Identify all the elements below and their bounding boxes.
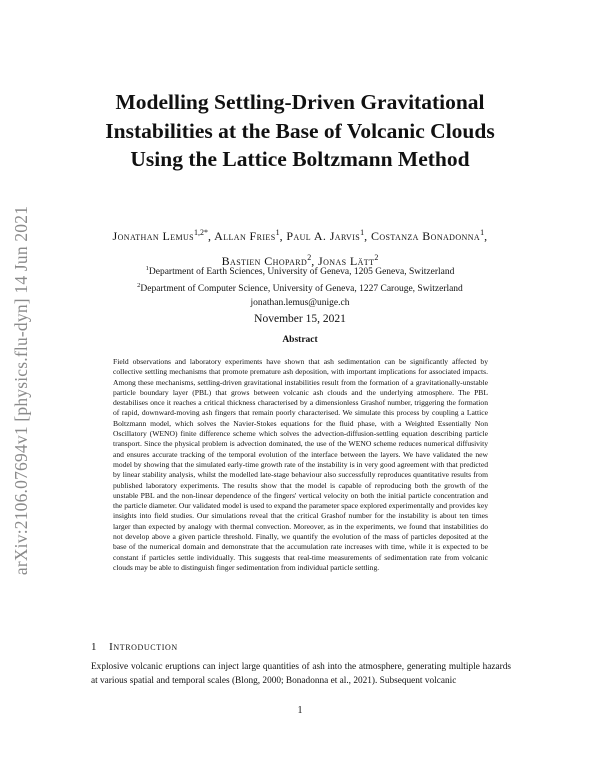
author-name: Jonas Lätt [318, 254, 375, 268]
author-superscript: 2 [307, 253, 312, 262]
introduction-text: Explosive volcanic eruptions can inject large quantities of ash into the atmosphere, generating multiple hazards at various spatial and temporal scales (Blong, 2000; Bonadonna et al., 2021). Subsequent volcanic [91, 662, 511, 686]
abstract-heading: Abstract [282, 335, 318, 345]
publication-date: November 15, 2021 [254, 313, 346, 325]
affiliation-text: Department of Earth Sciences, University of Geneva, 1205 Geneva, Switzerland [148, 267, 455, 278]
paper-title: Modelling Settling-Driven Gravitational Instabilities at the Base of Volcanic Clouds Using the Lattice Boltzmann Method [105, 90, 495, 171]
author-line-1 [70, 222, 530, 247]
author-separator: , [208, 229, 215, 243]
affiliation-superscript: 2 [137, 282, 141, 290]
author-superscript: 1,2* [194, 228, 209, 237]
affiliation-superscript: 1 [145, 265, 149, 272]
author-name: Costanza Bonadonna [370, 229, 481, 243]
author-separator: , [364, 229, 371, 243]
corresponding-email[interactable]: jonathan.lemus@unige.ch [250, 298, 350, 309]
arxiv-identifier-text: arXiv:2106.07694v1 [physics.flu-dyn] 14 Jun 2021 [11, 205, 32, 575]
affiliation-1 [70, 262, 530, 279]
section-heading [91, 641, 178, 653]
affiliations [70, 262, 530, 310]
author-separator: , [279, 229, 287, 243]
section-title: Introduction [109, 641, 178, 653]
section-number: 1 [91, 641, 98, 653]
author-name: Bastien Chopard [221, 254, 308, 268]
author-superscript: 1 [480, 228, 485, 237]
arxiv-identifier [2, 180, 42, 600]
author-separator: , [311, 254, 319, 268]
abstract-text: Field observations and laboratory experiments have shown that ash sedimentation can be significantly affected by collective settling mechanisms that promote premature ash deposition, with important implications for associated impacts. Among these mechanisms, settling-driven gravitational instabilities result from the formation of a gravitationally-unstable particle boundary layer (PBL) that grows between volcanic ash clouds and the underlying atmosphere. The PBL destabilises once it reaches a critical thickness characterised by a dimensionless Grashof number, triggering the formation of rapid, downward-moving ash fingers that remain poorly characterised. We simulate this process by coupling a Lattice Boltzmann model, which solves the Navier-Stokes equations for the fluid phase, with a Weighted Essentially Non Oscillatory (WENO) finite difference scheme which solves the advection-diffusion-settling equation describing particle transport. Since the physical problem is advection dominated, the use of the WENO scheme reduces numerical diffusivity and ensures accurate tracking of the temporal evolution of the interface between the layers. We have validated the new model by showing that the simulated early-time growth rate of the instability is in very good agreement with that predicted by linear stability analysis, whilst the modelled late-stage behaviour also successfully reproduces quantitative results from published laboratory experiments. The results show that the model is capable of reproducing both the growth of the unstable PBL and the non-linear dependence of the fingers' vertical velocity on both the initial particle concentration and the particle diameter. Our validated model is used to expand the parameter space explored experimentally and provides key insights into field studies. Our simulations reveal that the critical Grashof number for the instability is about ten times larger than expected by analogy with thermal convection. Moreover, as in the experiments, we found that instabilities do not develop above a given particle threshold. Finally, we quantify the evolution of the mass of particles deposited at the base of the numerical domain and demonstrate that the accumulation rate increases with time, while it is expected to be constant if particles settle individually. This suggests that real-time measurements of sedimentation rate from volcanic clouds may be able to distinguish finger sedimentation from individual particle settling. [113, 357, 488, 572]
author-name: Allan Fries [214, 229, 276, 243]
author-superscript: 1 [360, 228, 365, 237]
author-name: Paul A. Jarvis [286, 229, 361, 243]
affiliation-2 [70, 279, 530, 296]
author-superscript: 2 [374, 253, 379, 262]
page-number: 1 [297, 705, 303, 716]
author-separator: , [484, 229, 488, 243]
affiliation-text: Department of Computer Science, University of Geneva, 1227 Carouge, Switzerland [140, 284, 463, 295]
author-name: Jonathan Lemus [112, 229, 195, 243]
author-superscript: 1 [275, 228, 280, 237]
